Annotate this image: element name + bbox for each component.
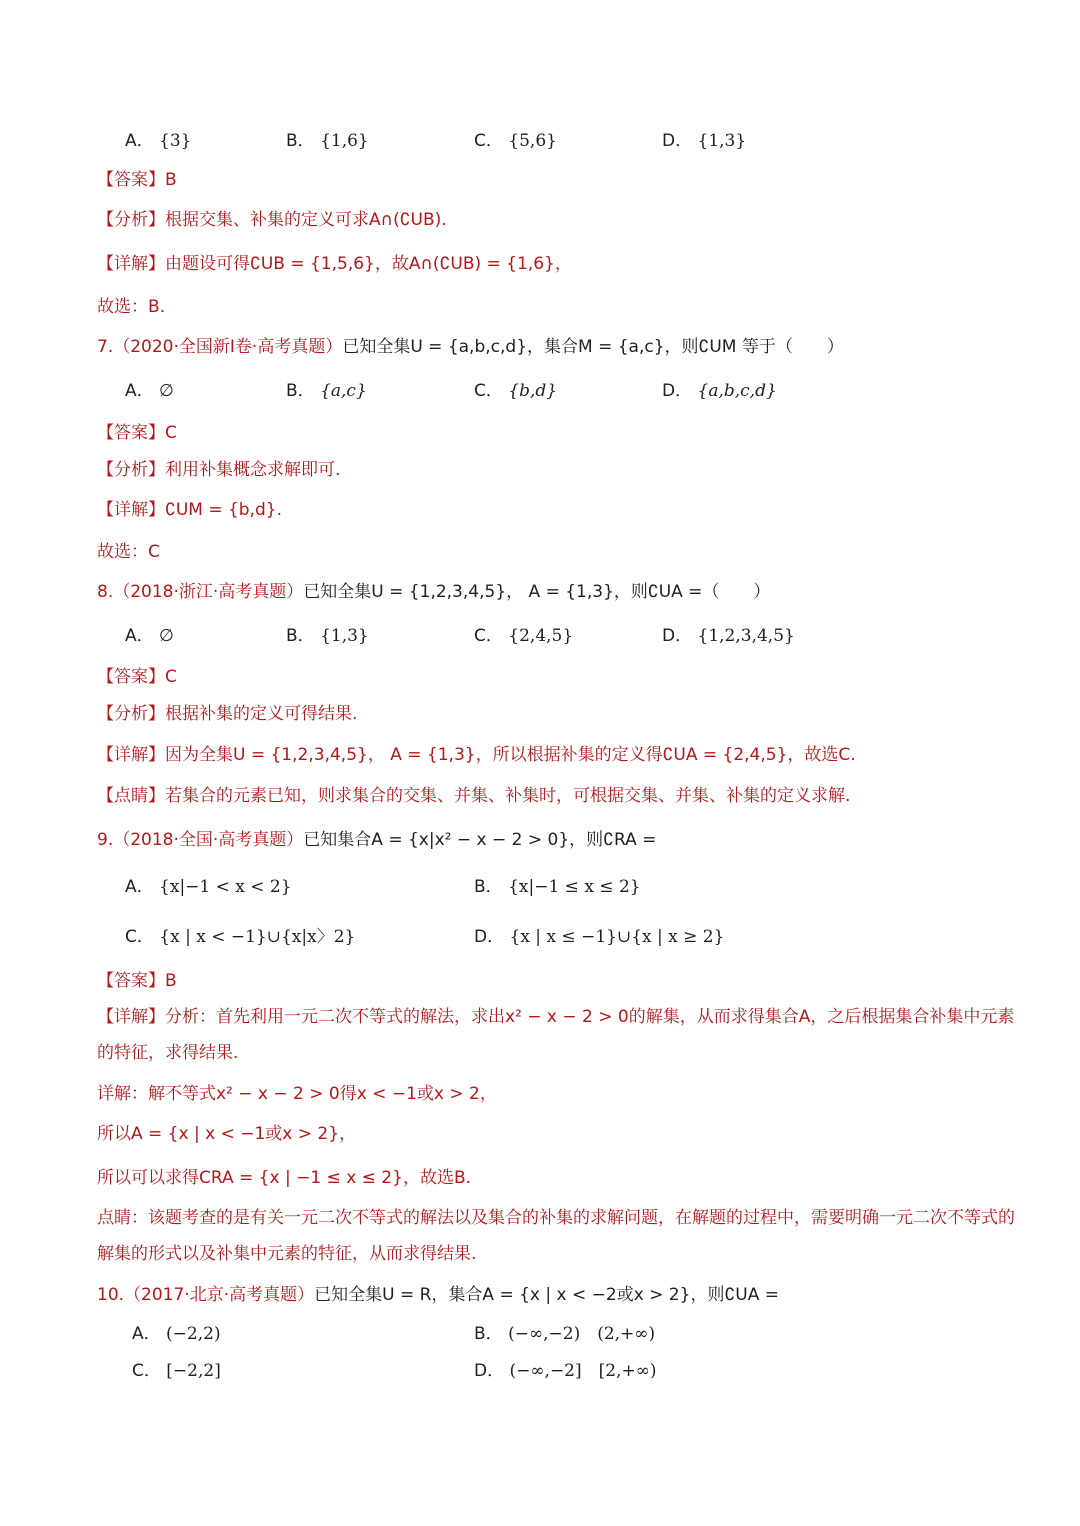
q8-comment: 【点睛】若集合的元素已知，则求集合的交集、并集、补集时，可根据交集、并集、补集的定义求解.	[97, 786, 851, 806]
q7-choose: 故选：C	[97, 542, 160, 562]
q9-answer: 【答案】B	[97, 971, 177, 991]
q6-answer: 【答案】B	[97, 170, 177, 190]
q8-analysis: 【分析】根据补集的定义可得结果.	[97, 704, 358, 724]
q7-detail: 【详解】∁UM = {b,d}.	[97, 500, 282, 520]
q10-option-d: D． (−∞,−2] [2,+∞)	[474, 1361, 657, 1381]
q7-option-b: B． {a,c}	[286, 381, 367, 401]
q6-option-c: C． {5,6}	[474, 131, 557, 151]
q8-option-d: D． {1,2,3,4,5}	[662, 626, 795, 646]
q7-option-d: D． {a,b,c,d}	[662, 381, 777, 401]
q9-detail-line1: 详解：解不等式x² − x − 2 > 0得x < −1或x > 2，	[97, 1084, 497, 1104]
q9-option-c: C． {x | x < −1}∪{x|x〉2}	[125, 927, 356, 947]
q7-option-c: C． {b,d}	[474, 381, 558, 401]
q7-option-a: A． ∅	[125, 381, 174, 401]
q6-choose: 故选：B.	[97, 297, 166, 317]
q7-analysis: 【分析】利用补集概念求解即可.	[97, 460, 341, 480]
q6-option-a: A． {3}	[125, 131, 192, 151]
q9-stem: 9.（2018·全国·高考真题）已知集合A = {x|x² − x − 2 > 0}，则∁RA =	[97, 830, 657, 850]
q10-option-a: A． (−2,2)	[132, 1324, 221, 1344]
q8-answer: 【答案】C	[97, 667, 177, 687]
q6-option-b: B． {1,6}	[286, 131, 369, 151]
q8-option-b: B． {1,3}	[286, 626, 369, 646]
q8-detail: 【详解】因为全集U = {1,2,3,4,5}， A = {1,3}，所以根据补集的定义得∁UA = {2,4,5}，故选C.	[97, 745, 856, 765]
q9-comment: 点睛：该题考查的是有关一元二次不等式的解法以及集合的补集的求解问题，在解题的过程中，需要明确一元二次不等式的解集的形式以及补集中元素的特征，从而求得结果.	[97, 1208, 1015, 1264]
q9-option-d: D． {x | x ≤ −1}∪{x | x ≥ 2}	[474, 927, 725, 947]
q10-option-c: C． [−2,2]	[132, 1361, 221, 1381]
q10-option-b: B． (−∞,−2) (2,+∞)	[474, 1324, 656, 1344]
q6-detail: 【详解】由题设可得∁UB = {1,5,6}，故A∩(∁UB) = {1,6}，	[97, 254, 572, 274]
q9-detail-line2: 所以A = {x | x < −1或x > 2}，	[97, 1124, 357, 1144]
q9-detail-line3: 所以可以求得CRA = {x | −1 ≤ x ≤ 2}，故选B.	[97, 1168, 472, 1188]
q10-stem: 10.（2017·北京·高考真题）已知全集U = R，集合A = {x | x < −2或x > 2}，则∁UA =	[97, 1285, 779, 1305]
q6-option-d: D． {1,3}	[662, 131, 747, 151]
q7-stem: 7.（2020·全国新Ⅰ卷·高考真题）已知全集U = {a,b,c,d}，集合M = {a,c}，则∁UM 等于（ ）	[97, 337, 844, 357]
q9-option-a: A． {x|−1 < x < 2}	[125, 877, 292, 897]
q8-stem: 8.（2018·浙江·高考真题）已知全集U = {1,2,3,4,5}， A = {1,3}，则∁UA =（ ）	[97, 582, 771, 602]
q8-option-c: C． {2,4,5}	[474, 626, 574, 646]
q7-answer: 【答案】C	[97, 423, 177, 443]
q9-option-b: B． {x|−1 ≤ x ≤ 2}	[474, 877, 641, 897]
q6-analysis: 【分析】根据交集、补集的定义可求A∩(∁UB).	[97, 210, 447, 230]
q9-detail: 【详解】分析：首先利用一元二次不等式的解法，求出x² − x − 2 > 0的解集，从而求得集合A，之后根据集合补集中元素的特征，求得结果.	[97, 1007, 1015, 1063]
q8-option-a: A． ∅	[125, 626, 174, 646]
